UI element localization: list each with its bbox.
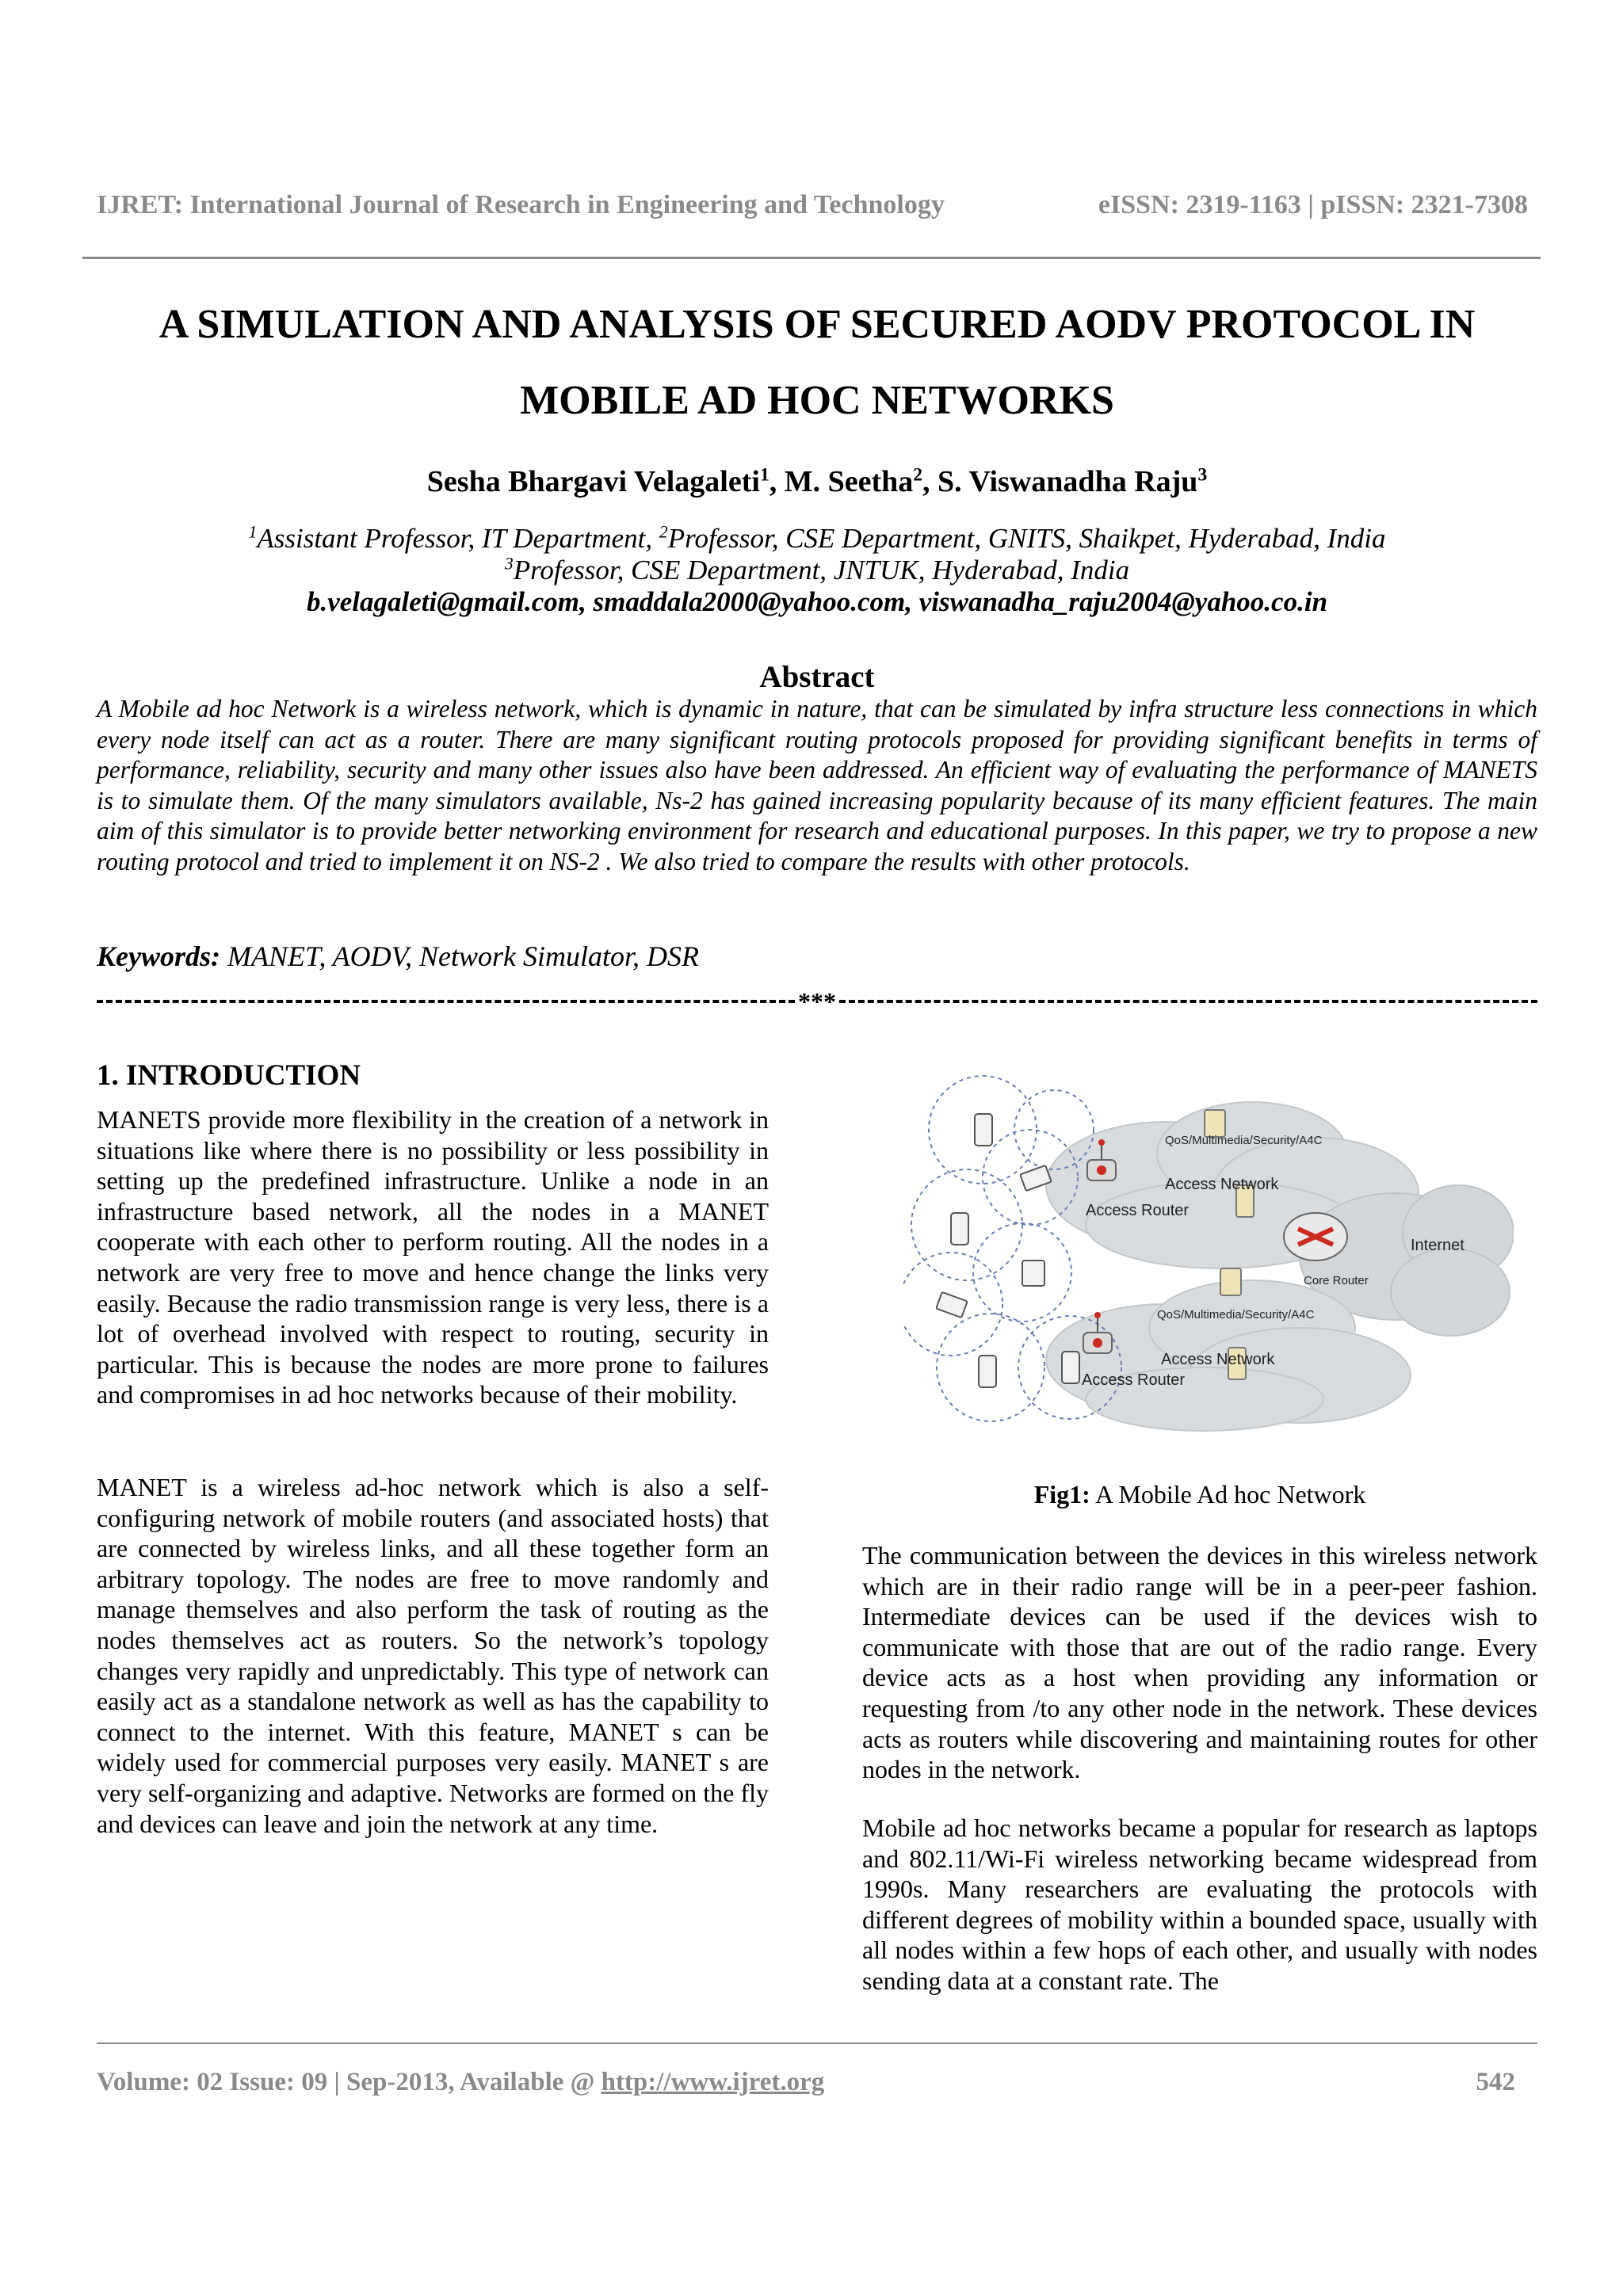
issn-info: eISSN: 2319-1163 | pISSN: 2321-7308 (1098, 190, 1528, 219)
affil-mark-1: 1 (248, 522, 258, 542)
author-2: M. Seetha (784, 465, 914, 498)
label-core-router: Core Router (1304, 1274, 1369, 1287)
figure-caption (862, 1480, 1537, 1509)
label-qos-bottom: QoS/Multimedia/Security/A4C (1157, 1308, 1315, 1322)
figure-1 (903, 1066, 1514, 1444)
keywords-label: Keywords: (97, 940, 220, 972)
abstract-heading: Abstract (759, 660, 875, 694)
laptop-icon (936, 1292, 967, 1318)
phone-icon (979, 1356, 996, 1387)
affil-text-1: Assistant Professor, IT Department, (257, 523, 659, 554)
core-router (1284, 1213, 1347, 1261)
footer-rule (97, 2042, 1537, 2044)
title-line-1: A SIMULATION AND ANALYSIS OF SECURED AODV PROTOCOL IN (158, 302, 1476, 347)
intro-paragraph-2: MANET is a wireless ad-hoc network which is also a self-configuring network of mobile routers (and associated hosts) that are connected by wireless links, and all these together form an arbitrary topology. The nodes are free to move randomly and manage themselves and also perform the task of routing as the nodes themselves act as routers. So the network’s topology changes very rapidly and unpredictably. This type of network can easily act as a standalone network as well as has the capability to connect to the internet. With this feature, MANET s can be widely used for commercial purposes very easily. MANET s are very self-organizing and adaptive. Networks are formed on the fly and devices can leave and join the network at any time. (97, 1473, 769, 1838)
author-separator: , (769, 465, 785, 498)
journal-name: IJRET: International Journal of Research in Engineering and Technology (97, 190, 945, 219)
header-rule (82, 257, 1541, 259)
author-2-mark: 2 (913, 464, 923, 486)
pda-icon (1022, 1261, 1044, 1286)
title-line-2: MOBILE AD HOC NETWORKS (520, 378, 1114, 423)
server-icon (1220, 1268, 1241, 1295)
phone-icon (975, 1114, 992, 1146)
author-1: Sesha Bhargavi Velagaleti (426, 465, 760, 498)
keywords (97, 940, 1537, 973)
right-paragraph-2: Mobile ad hoc networks became a popular for research as laptops and 802.11/Wi-Fi wireless networking became widespread from 1990s. Many researchers are evaluating the protocols with different degrees of mobility within a bounded space, usually with all nodes within a few hops of each other, and usually with nodes sending data at a constant rate. The (862, 1814, 1537, 1995)
author-3-mark: 3 (1197, 464, 1208, 486)
paper-title (97, 287, 1537, 439)
page-footer (97, 2068, 1515, 2097)
label-access-network-top: Access Network (1165, 1176, 1279, 1193)
affiliations (97, 523, 1537, 618)
page-number: 542 (1476, 2068, 1515, 2096)
right-paragraph-1: The communication between the devices in this wireless network which are in their radio range will be in a peer-peer fashion. Intermediate devices can be used if the devices wish to communicate with those that are out of the radio range. Every device acts as a host when providing any information or requesting from /to any other node in the network. These devices acts as routers while discovering and maintaining routes for other nodes in the network. (862, 1541, 1537, 1784)
keywords-list: MANET, AODV, Network Simulator, DSR (220, 940, 700, 972)
label-internet: Internet (1411, 1237, 1465, 1254)
section-separator (97, 986, 1537, 1016)
affiliation-line-2 (97, 555, 1537, 586)
label-access-network-bottom: Access Network (1161, 1351, 1275, 1368)
label-qos-top: QoS/Multimedia/Security/A4C (1165, 1134, 1323, 1147)
separator-dashes-right (839, 1000, 1537, 1003)
footer-volume (97, 2068, 824, 2097)
footer-url-link[interactable]: http://www.ijret.org (601, 2068, 825, 2096)
intro-paragraph-1: MANETS provide more flexibility in the creation of a network in situations like where there is no possibility or less possibility in setting up the predefined infrastructure. Unlike a node in an infrastructure based network, all the nodes in a MANET cooperate with each other to perform routing. All the nodes in a network are very free to move and hence change the links very easily. Because the radio transmission range is very less, there is a lot of overhead involved with respect to routing, security in particular. This is because the nodes are more prone to failures and compromises in ad hoc networks because of their mobility. (97, 1105, 769, 1409)
figure-caption-text: A Mobile Ad hoc Network (1090, 1480, 1366, 1508)
separator-stars: *** (798, 986, 836, 1016)
affil-text-3: Professor, CSE Department, JNTUK, Hyderabad, India (513, 555, 1130, 585)
abstract-text: A Mobile ad hoc Network is a wireless network, which is dynamic in nature, that can be simulated by infra structure less connections in which every node itself can act as a router. There are many significant routing protocols proposed for providing significant benefits in terms of performance, reliability, security and many other issues also have been addressed. An efficient way of evaluating the performance of MANETS is to simulate them. Of the many simulators available, Ns-2 has gained increasing popularity because of its many efficient features. The main aim of this simulator is to provide better networking environment for research and educational purposes. In this paper, we try to propose a new routing protocol and tried to implement it on NS-2 . We also tried to compare the results with other protocols. (97, 695, 1537, 875)
author-3: S. Viswanadha Raju (938, 465, 1198, 498)
label-access-router-bottom: Access Router (1082, 1371, 1186, 1389)
author-emails: b.velagaleti@gmail.com, smaddala2000@yahoo.com, viswanadha_raju2004@yahoo.co.in (306, 586, 1328, 617)
running-header (97, 190, 1528, 220)
figure-caption-label: Fig1: (1033, 1480, 1090, 1508)
separator-dashes-left (97, 1000, 795, 1003)
label-access-router-top: Access Router (1086, 1202, 1190, 1219)
phone-icon (951, 1213, 968, 1245)
server-icon (1205, 1110, 1225, 1137)
author-1-mark: 1 (759, 464, 769, 486)
footer-volume-text: Volume: 02 Issue: 09 | Sep-2013, Available @ (97, 2068, 601, 2096)
manet-diagram (903, 1066, 1514, 1444)
author-list (97, 464, 1537, 499)
affiliation-line-1 (97, 523, 1537, 555)
phone-icon (1062, 1352, 1079, 1383)
affil-mark-3: 3 (504, 554, 514, 574)
section-1-heading: 1. INTRODUCTION (97, 1059, 361, 1092)
author-separator: , (922, 465, 938, 498)
affil-mark-2: 2 (659, 522, 668, 542)
affil-text-2: Professor, CSE Department, GNITS, Shaikpet, Hyderabad, India (667, 523, 1386, 554)
